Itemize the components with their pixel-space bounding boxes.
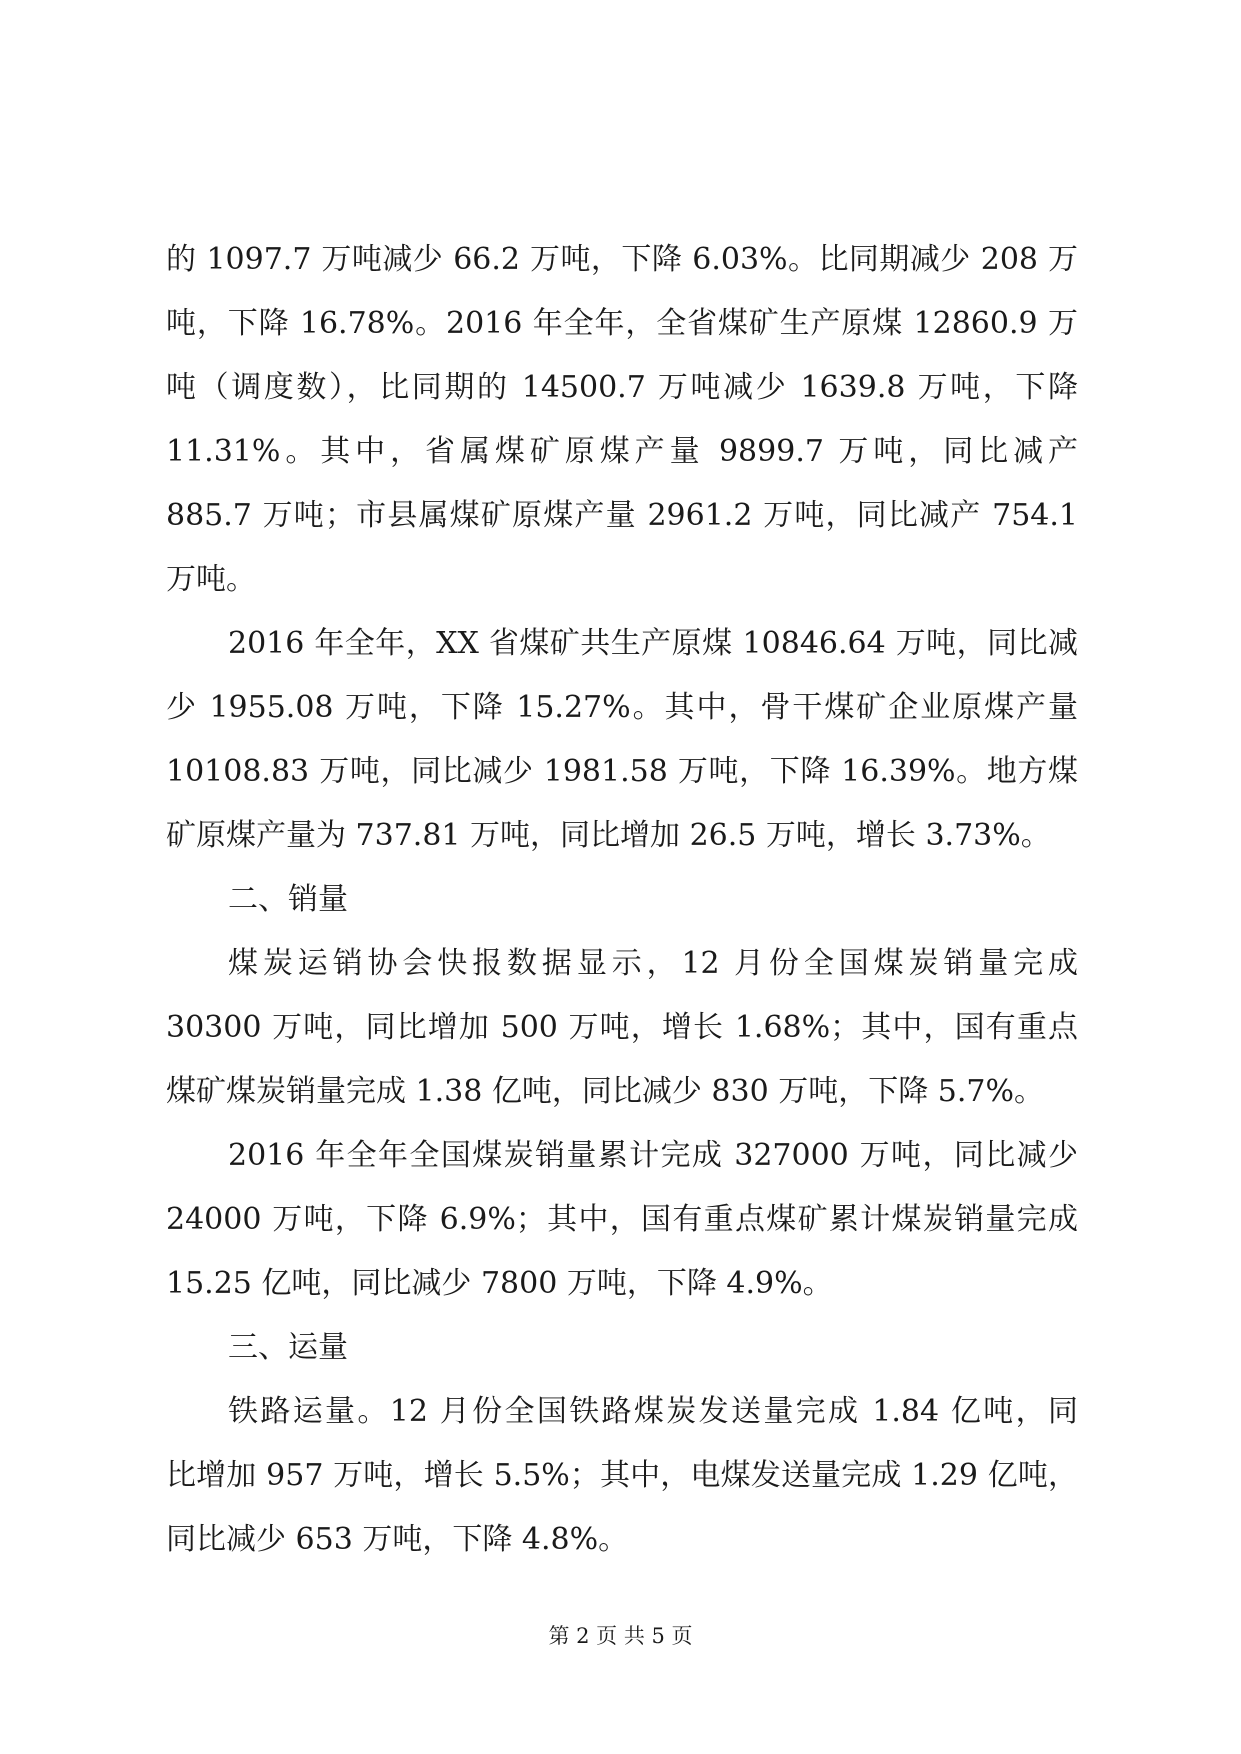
page-number-footer: 第 2 页 共 5 页 — [548, 1624, 693, 1648]
text-line: 的 1097.7 万吨减少 66.2 万吨，下降 6.03%。比同期减少 208 万 — [166, 242, 1078, 277]
text-line: 2016 年全年，XX 省煤矿共生产原煤 10846.64 万吨，同比减 — [228, 626, 1078, 661]
text-line: 比增加 957 万吨，增长 5.5%；其中，电煤发送量完成 1.29 亿吨， — [166, 1458, 1078, 1493]
text-line: 885.7 万吨；市县属煤矿原煤产量 2961.2 万吨，同比减产 754.1 — [166, 498, 1078, 533]
document-body — [166, 228, 1078, 1572]
text-line: 煤炭运销协会快报数据显示，12 月份全国煤炭销量完成 — [228, 946, 1078, 981]
text-line: 15.25 亿吨，同比减少 7800 万吨，下降 4.9%。 — [166, 1266, 833, 1301]
text-line: 同比减少 653 万吨，下降 4.8%。 — [166, 1522, 629, 1557]
section-heading: 二、销量 — [228, 882, 348, 917]
text-line: 吨（调度数），比同期的 14500.7 万吨减少 1639.8 万吨，下降 — [166, 370, 1078, 405]
text-line: 2016 年全年全国煤炭销量累计完成 327000 万吨，同比减少 — [228, 1138, 1078, 1173]
text-line: 万吨。 — [166, 562, 256, 597]
text-line: 11.31%。其中，省属煤矿原煤产量 9899.7 万吨，同比减产 — [166, 434, 1078, 469]
text-line: 少 1955.08 万吨，下降 15.27%。其中，骨干煤矿企业原煤产量 — [166, 690, 1078, 725]
text-line: 煤矿煤炭销量完成 1.38 亿吨，同比减少 830 万吨，下降 5.7%。 — [166, 1074, 1044, 1109]
text-line: 24000 万吨，下降 6.9%；其中，国有重点煤矿累计煤炭销量完成 — [166, 1202, 1078, 1237]
text-line: 铁路运量。12 月份全国铁路煤炭发送量完成 1.84 亿吨，同 — [228, 1394, 1078, 1429]
section-heading: 三、运量 — [228, 1330, 348, 1365]
text-line: 吨，下降 16.78%。2016 年全年，全省煤矿生产原煤 12860.9 万 — [166, 306, 1078, 341]
text-line: 矿原煤产量为 737.81 万吨，同比增加 26.5 万吨，增长 3.73%。 — [166, 818, 1051, 853]
text-line: 10108.83 万吨，同比减少 1981.58 万吨，下降 16.39%。地方煤 — [166, 754, 1078, 789]
text-line: 30300 万吨，同比增加 500 万吨，增长 1.68%；其中，国有重点 — [166, 1010, 1078, 1045]
